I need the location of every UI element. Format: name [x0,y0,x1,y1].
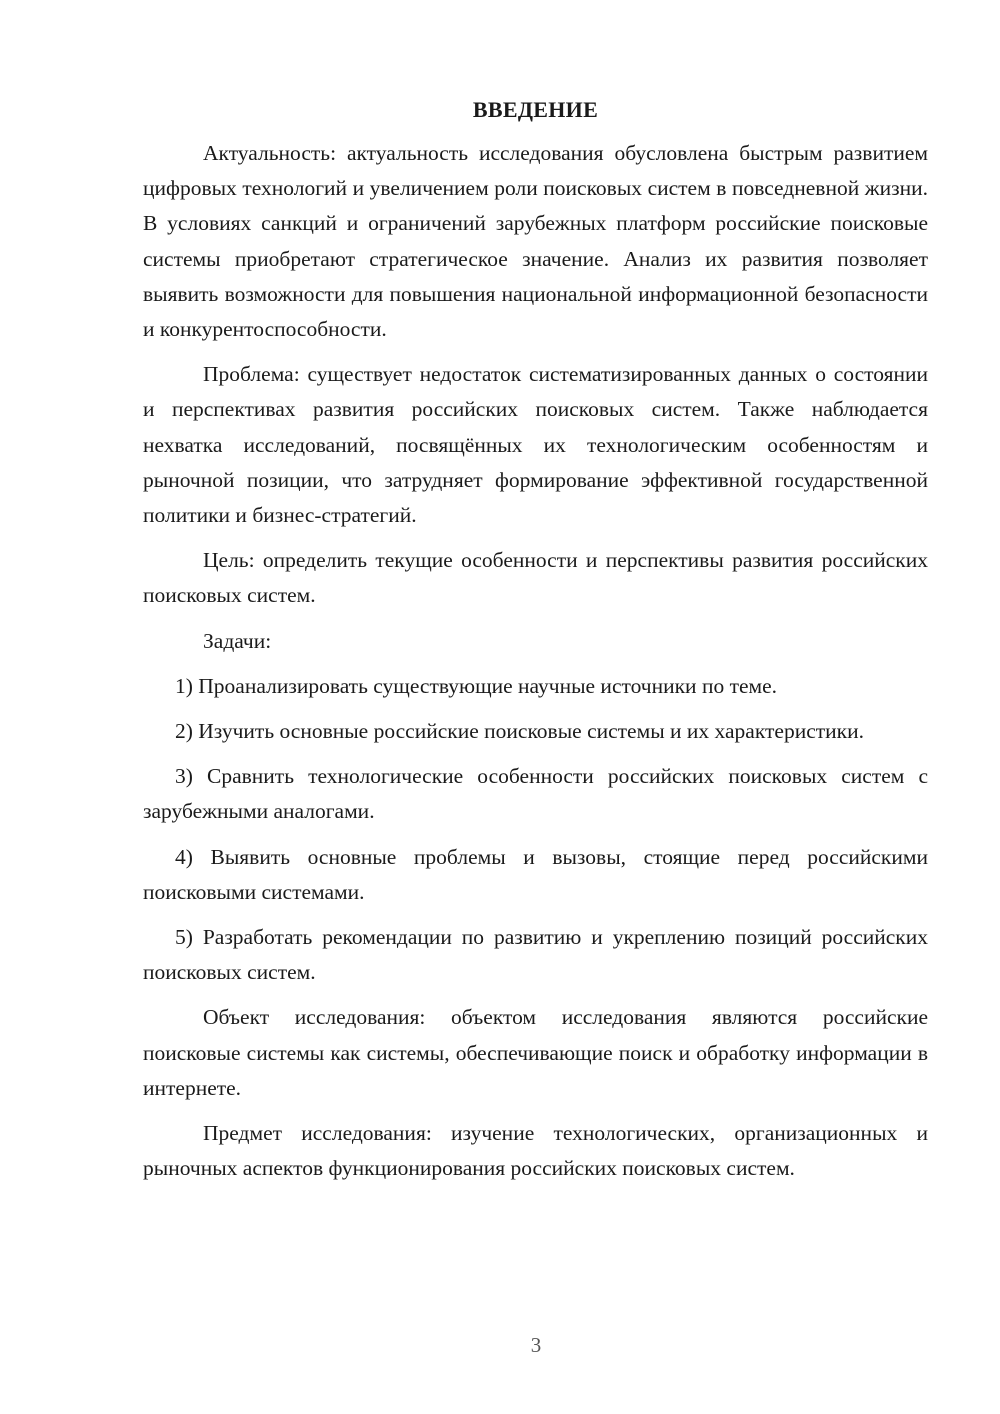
paragraph-problem: Проблема: существует недостаток систематизированных данных о состоянии и перспективах развития российских поисковых систем. Также наблюдается нехватка исследований, посвящённых их технологическим особенностям и рыночной позиции, что затрудняет формирование эффективной государственной политики и бизнес-стратегий. [143,362,928,528]
paragraph-object: Объект исследования: объектом исследования являются российские поисковые системы как системы, обеспечивающие поиск и обработку информации в интернете. [143,1005,928,1100]
paragraph-relevance: Актуальность: актуальность исследования обусловлена быстрым развитием цифровых технологий и увеличением роли поисковых систем в повседневной жизни. В условиях санкций и ограничений зарубежных платформ российские поисковые системы приобретают стратегическое значение. Анализ их развития позволяет выявить возможности для повышения национальной информационной безопасности и конкурентоспособности. [143,141,928,342]
task-item-4: 4) Выявить основные проблемы и вызовы, стоящие перед российскими поисковыми системами. [143,844,928,904]
task-item-3: 3) Сравнить технологические особенности российских поисковых систем с зарубежными аналогами. [143,764,928,824]
task-item-5: 5) Разработать рекомендации по развитию и укреплению позиций российских поисковых систем. [143,925,928,985]
section-heading: ВВЕДЕНИЕ [472,97,599,122]
paragraph-goal: Цель: определить текущие особенности и перспективы развития российских поисковых систем. [143,548,928,608]
task-item-2: 2) Изучить основные российские поисковые системы и их характеристики. [175,719,864,744]
paragraph-subject: Предмет исследования: изучение технологических, организационных и рыночных аспектов функционирования российских поисковых систем. [143,1121,928,1181]
document-page [143,94,928,1186]
task-item-1: 1) Проанализировать существующие научные источники по теме. [175,673,778,698]
page-number: 3 [530,1333,542,1357]
tasks-label: Задачи: [203,628,272,653]
